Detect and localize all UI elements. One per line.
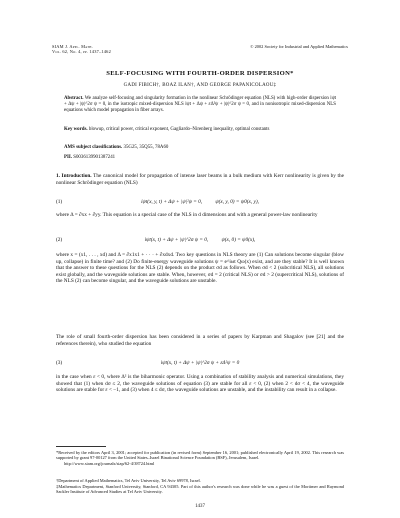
- section-heading: 1. Introduction.: [56, 173, 92, 179]
- keywords-label: Key words.: [64, 127, 88, 132]
- equation-2-body: iψt(x, t) + Δψ + |ψ|^2σ ψ = 0, ψ(x, 0) = ψ0(x),: [144, 237, 256, 243]
- pii: [64, 155, 336, 161]
- abstract-text: We analyze self-focusing and singularity formation in the nonlinear Schrödinger equation (NLS) with high-order dispersion iψt + Δψ + |ψ|^2σ ψ = 0, in the isotropic mixed-dispersion NLS iψt + Δψ + εΔ²ψ + |ψ|^2σ ψ = 0, and in nonisotropic mixed-dispersion NLS equations which model propagation in fiber arrays.: [64, 96, 336, 114]
- intro-paragraph-3: where x = (x1, . . . , xd) and Δ = ∂x1x1 + · · · + ∂xdxd. Two key questions in NLS theory are (1) Can solutions become singular (blow up, collapse) in finite time? and (2) Do finite-energy waveguide solutions ψ = e^iωt Qω(x) exist, and are they stable? It is well known that the answer to these questions for the NLS (2) depends on the product σd as follows. When σd < 2 (subcritical NLS), all solutions exist globally, and the waveguide solutions are stable. When, however, σd = 2 (critical NLS) or σd > 2 (supercritical NLS), solutions of the NLS (2) can become singular, and the waveguide solutions are unstable.: [56, 252, 344, 284]
- paper-title: SELF-FOCUSING WITH FOURTH-ORDER DISPERSION*: [106, 70, 294, 77]
- equation-2-number: (2): [56, 237, 63, 243]
- intro-text-1: The canonical model for propagation of intense laser beams in a bulk medium with Kerr nonlinearity is given by the nonlinear Schrödinger equation (NLS): [56, 173, 344, 186]
- article-url: http://www.siam.org/journals/siap/62-4/38724.html: [64, 460, 155, 466]
- equation-2: [56, 237, 344, 245]
- abstract-label: Abstract.: [64, 96, 84, 101]
- volume-info: Vol. 62, No. 4, pp. 1437–1462: [52, 49, 111, 55]
- equation-3: [56, 360, 344, 368]
- footnote-rule: [56, 446, 106, 447]
- equation-1-number: (1): [56, 199, 63, 205]
- keywords-text: blowup, critical power, critical exponent, Gagliardo–Nirenberg inequality, optimal constants: [88, 127, 270, 132]
- page-number: 1437: [195, 504, 205, 509]
- intro-paragraph-4: The role of small fourth-order dispersion has been considered in a series of papers by Karpman and Shagalov (see [21] and the references therein), who studied the equation: [56, 334, 344, 347]
- ams-label: AMS subject classifications.: [64, 145, 123, 150]
- footnote-received: [56, 450, 344, 466]
- intro-paragraph-5: in the case when ε < 0, where Δ² is the biharmonic operator. Using a combination of stability analysis and numerical simulations, they showed that (1) when dσ ≤ 2, the waveguide solutions of equation (3) are stable for all ε < 0, (2) when 2 < dσ < 4, the waveguide solutions are stable for ε < −1, and (3) when 4 ≤ dσ, the waveguide solutions are unstable, and the instability can result in a collapse.: [56, 374, 344, 393]
- equation-3-number: (3): [56, 360, 63, 366]
- intro-paragraph-2: where Δ = ∂xx + ∂yy. This equation is a special case of the NLS in d dimensions and with a general power-law nonlinearity: [56, 212, 318, 218]
- footnote-received-text: *Received by the editors April 3, 2001; accepted for publication (in revised form) September 16, 2001; published electronically April 19, 2002. This research was supported by grant 97-00127 from the United States–Israel Binational Science Foundation (BSF), Jerusalem, Israel.: [56, 450, 344, 461]
- abstract: [64, 96, 336, 114]
- copyright-notice: © 2002 Society for Industrial and Applied Mathematics: [250, 44, 348, 49]
- ams-classification: [64, 145, 336, 151]
- ams-text: 35G25, 35Q55, 78A60: [123, 145, 169, 150]
- keywords: [64, 127, 336, 133]
- pii-text: S0036139901387241: [73, 155, 116, 160]
- journal-name: SIAM J. Appl. Math.: [52, 44, 93, 49]
- footnote-affiliation-ddagger: ‡Mathematics Department, Stanford University, Stanford, CA 94305. Part of this author's research was done while he was a guest of the Mortimer and Raymond Sackler Institute of Advanced Studies at Tel Aviv University.: [56, 484, 344, 495]
- journal-citation: [52, 44, 111, 54]
- pii-label: PII.: [64, 155, 73, 160]
- equation-1: [56, 199, 344, 207]
- equation-1-body: iψt(x, y, t) + Δψ + |ψ|²ψ = 0, ψ(x, y, 0) = ψ0(x, y),: [141, 199, 259, 205]
- equation-3-body: iψt(x, t) + Δψ + |ψ|^2σ ψ + εΔ²ψ = 0: [160, 360, 240, 366]
- footnote-affiliation-dagger: †Department of Applied Mathematics, Tel Aviv University, Tel Aviv 69978, Israel.: [56, 478, 201, 483]
- intro-paragraph-1: [56, 173, 344, 186]
- author-list: GADI FIBICH†, BOAZ ILAN†, AND GEORGE PAPANICOLAOU‡: [123, 83, 277, 88]
